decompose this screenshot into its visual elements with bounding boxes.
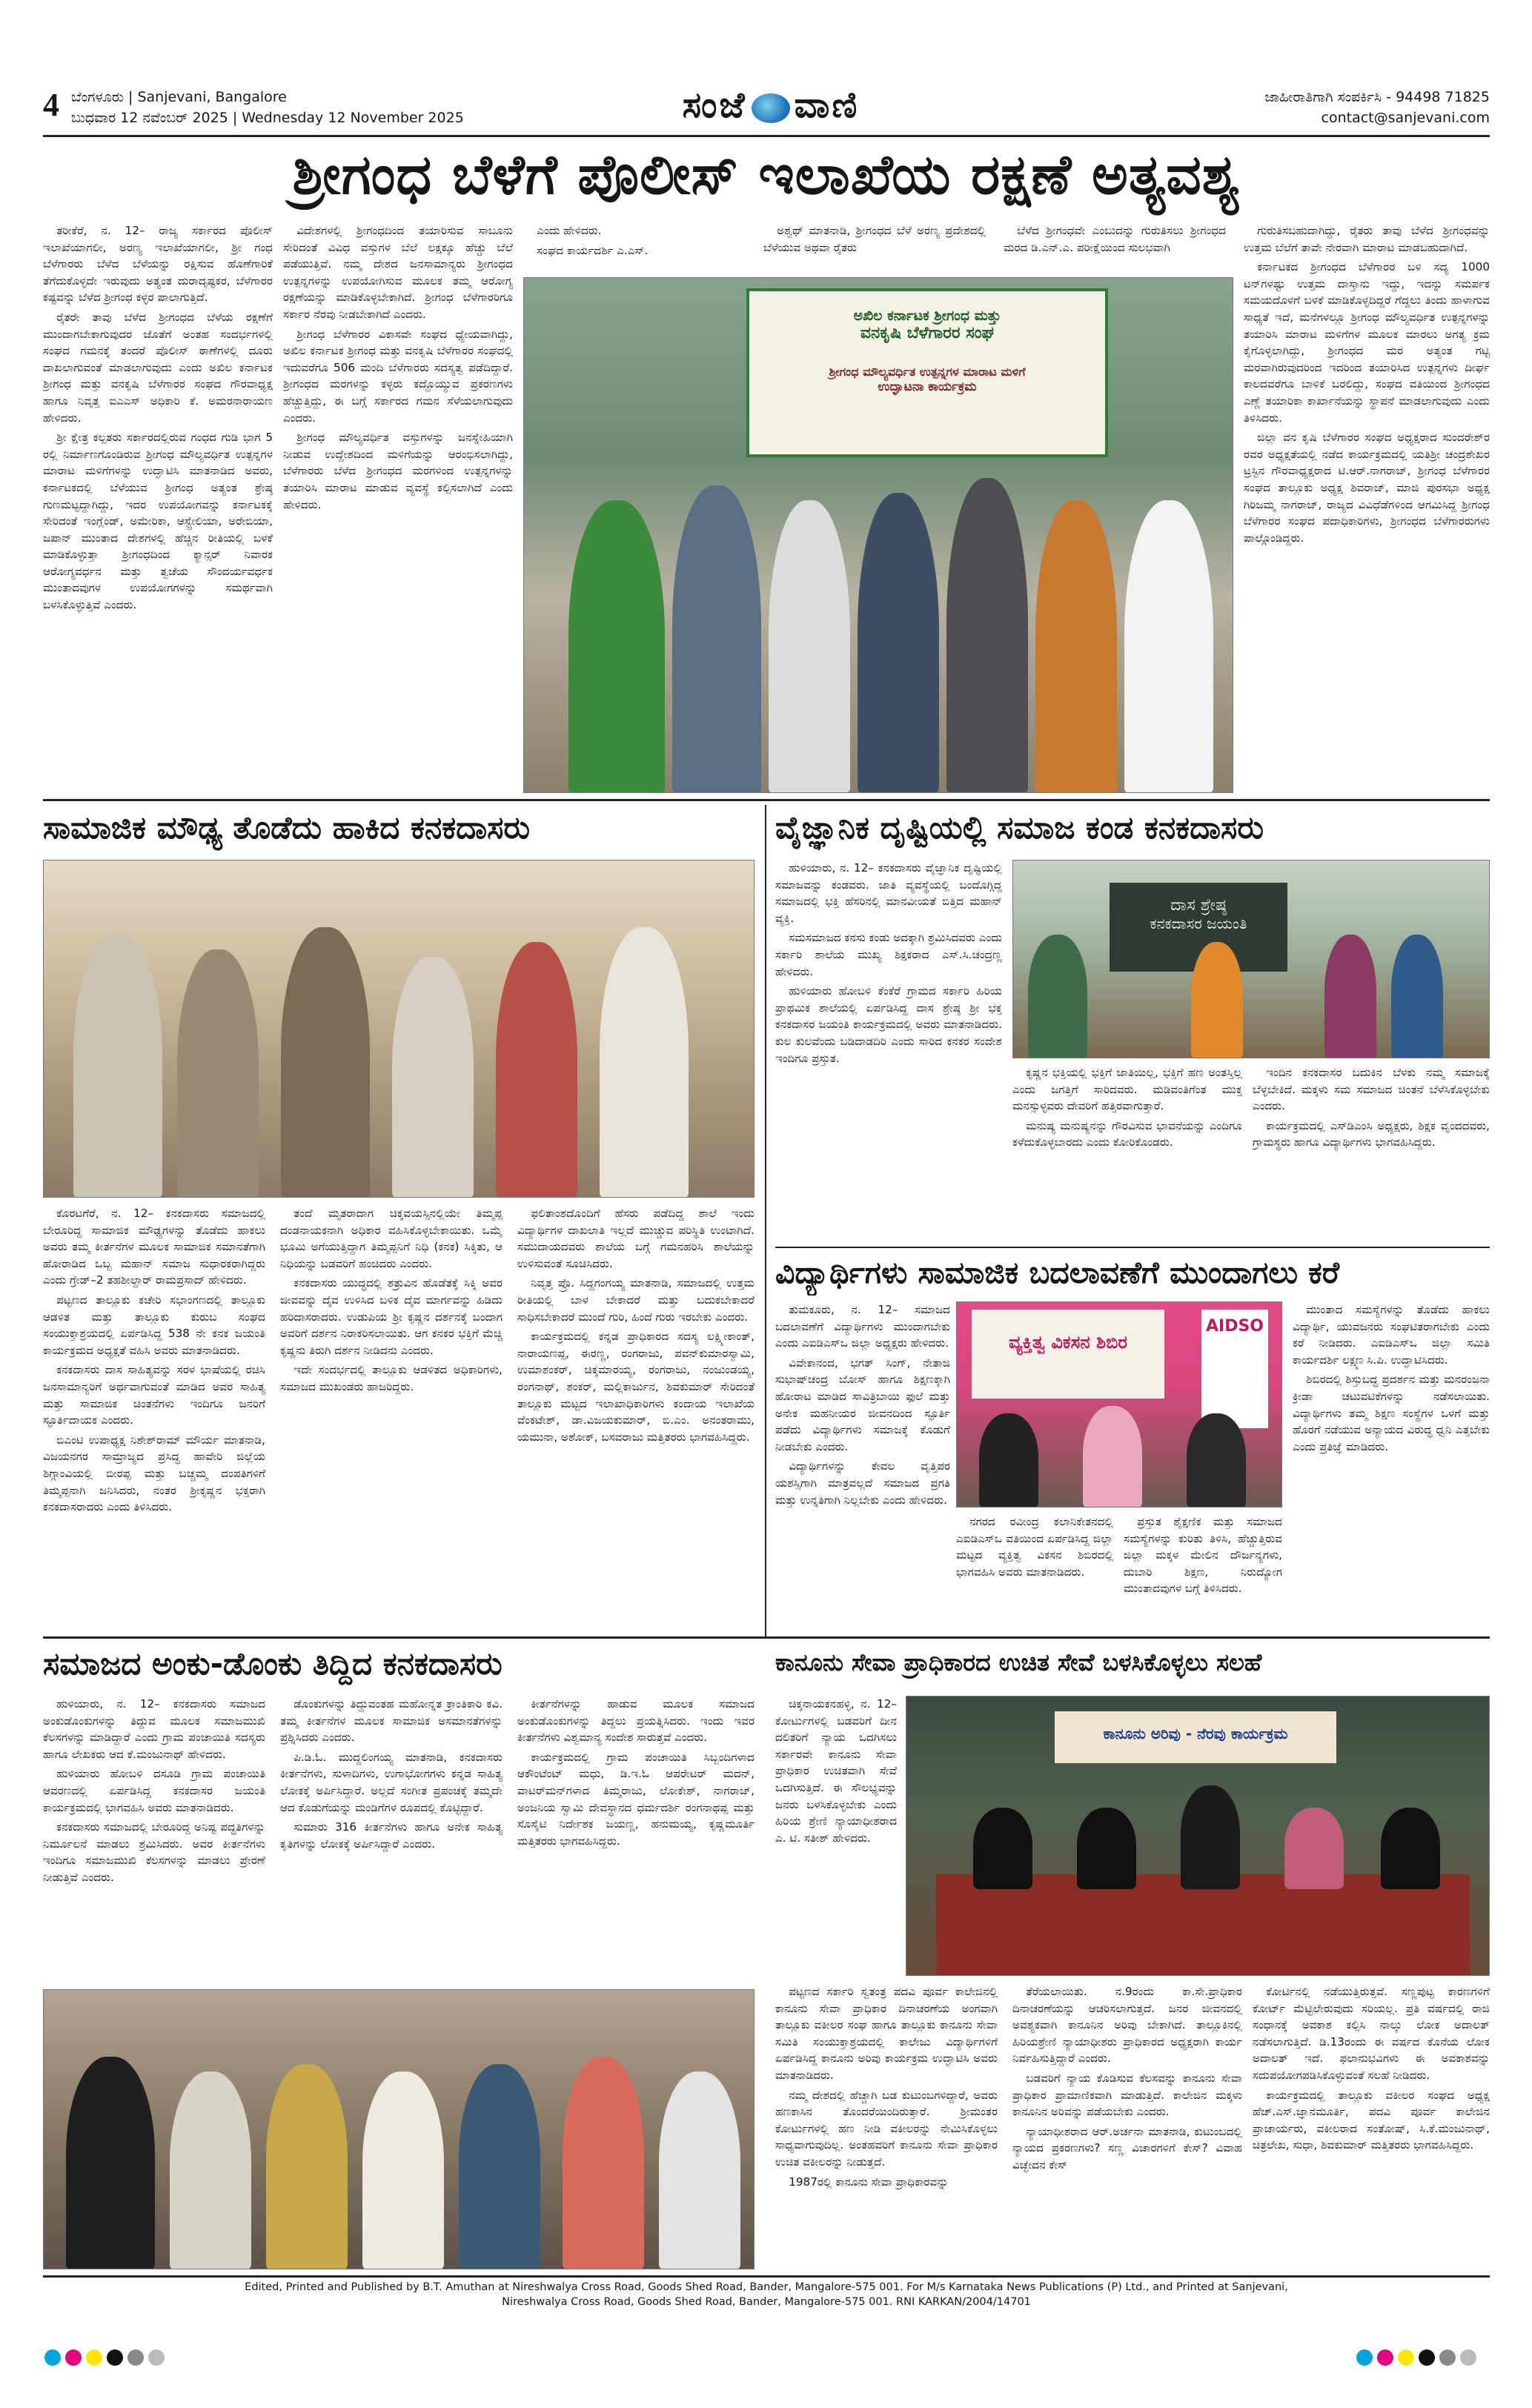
person-figure [1191, 942, 1243, 1058]
kanaka2-column-3 [1253, 1064, 1490, 1242]
light-grey-dot [1460, 2349, 1476, 2366]
person-figure [659, 2072, 740, 2269]
imprint-line-1: Edited, Printed and Published by B.T. Amuthan at Nireshwalya Cross Road, Goods Shed Road, Bander, Mangalore-575 001. For M/s Karnataka News Publications (P) Ltd., and Printed at Sanjevani, [245, 2281, 1288, 2293]
legal-photo [906, 1696, 1490, 1976]
person-figure [170, 2072, 251, 2269]
org-text: AIDSO [1205, 1317, 1264, 1336]
paragraph: ಬೆಳೆದ ಶ್ರೀಗಂಧವೇ ಎಂಬುದನ್ನು ಗುರುತಿಸಲು ಶ್ರೀಗಂಧದ ಮರದ ಡಿ.ಎನ್.ಎ. ಪರೀಕ್ಷೆಯಿಂದ ಸುಲಭವಾಗಿ [1004, 224, 1226, 254]
black-dot [1419, 2349, 1435, 2366]
paragraph: ಚಿಕ್ಕನಾಯಕನಹಳ್ಳಿ, ನ. 12– ಕೋರ್ಟುಗಳಲ್ಲಿ ಬಡವರಿಗೆ ದೀನ ದಲಿತರಿಗೆ ನ್ಯಾಯ ಒದಗಿಸಲು ಸರ್ಕಾರವೇ ಕಾನೂನು ಸೇವಾ ಪ್ರಾಧಿಕಾರ ಉಚಿತವಾಗಿ ಸೇವೆ ಒದಗಿಸುತ್ತಿದೆ. ಈ ಸೌಲಭ್ಯವನ್ನು ಜನರು ಬಳಸಿಕೊಳ್ಳಬೇಕು ಎಂದು ಹಿರಿಯ ಶ್ರೇಣಿ ನ್ಯಾಯಾಧೀಶರಾದ ಎ. ಟಿ. ಸತೀಶ್ ಹೇಳಿದರು. [775, 1697, 897, 1845]
person-figure [1391, 935, 1443, 1058]
person-figure [858, 493, 939, 793]
students-column-4 [1293, 1301, 1490, 1620]
globe-icon [752, 93, 790, 123]
paragraph: ಹುಳಿಯಾರು, ನ. 12– ಕನಕದಾಸರು ಸಮಾಜದ ಅಂಕುಡೊಂಕುಗಳನ್ನು ತಿದ್ದುವ ಮೂಲಕ ಸಮಾಜಮುಖಿ ಕೆಲಸಗಳನ್ನು ಮಾಡಿದ್ದಾರೆ ಎಂದು ಗ್ರಾಮ ಪಂಚಾಯಿತಿ ಸದಸ್ಯರು ಹಾಗೂ ಲೇಖಕರು ಆದ ಕೆ.ಮಂಜುನಾಥ್ ಹೇಳಿದರು. [43, 1697, 265, 1761]
section-rule [43, 1636, 1490, 1639]
contact-email[interactable]: contact@sanjevani.com [1321, 110, 1490, 126]
paragraph: ಹುಳಿಯಾರು ಹೋಬಳಿ ಕೆಂಕೆರೆ ಗ್ರಾಮದ ಸರ್ಕಾರಿ ಹಿರಿಯ ಪ್ರಾಥಮಿಕ ಶಾಲೆಯಲ್ಲಿ ಏರ್ಪಡಿಸಿದ್ದ ದಾಸ ಶ್ರೇಷ್ಠ ಶ್ರೀ ಭಕ್ತ ಕನಕದಾಸರ ಜಯಂತಿ ಕಾರ್ಯಕ್ರಮದಲ್ಲಿ ಅವರು ಮಾತನಾಡಿದರು. ಕುಲ ಕುಲವೆಂದು ಬಡಿದಾಡದಿರಿ ಎಂದು ಸಾರಿದ ಕನಕರ ಸಂದೇಶ ಇಂದಿಗೂ ಪ್ರಸ್ತುತ. [775, 984, 1002, 1065]
banner-text: ವ್ಯಕ್ತಿತ್ವ ವಿಕಸನ ಶಿಬಿರ [1008, 1332, 1128, 1353]
person-figure [568, 500, 665, 793]
person-figure [1035, 500, 1117, 793]
grey-dot [127, 2349, 144, 2366]
date-line [71, 108, 590, 127]
paragraph: ಇಂದಿನ ಕನಕದಾಸರ ಬದುಕಿನ ಬೆಳಕು ನಮ್ಮ ಸಮಾಜಕ್ಕೆ ಬೆಳ್ಳಬೇಕಿದೆ. ಮಕ್ಕಳು ಸಮ ಸಮಾಜದ ಚಿಂತನೆ ಬೆಳೆಸಿಕೊಳ್ಳಬೇಕು ಎಂದರು. [1253, 1066, 1490, 1113]
person-figure [1083, 1406, 1142, 1508]
paragraph: ತಂದೆ ಮೃತರಾದಾಗ ಚಿಕ್ಕವಯಸ್ಸಿನಲ್ಲಿಯೇ ತಿಮ್ಮಪ್ಪ ದಂಡನಾಯಕನಾಗಿ ಅಧಿಕಾರ ವಹಿಸಿಕೊಳ್ಳಬೇಕಾಯಿತು. ಒಮ್ಮೆ ಭೂಮಿ ಅಗೆಯುತ್ತಿದ್ದಾಗ ತಿಮ್ಮಪ್ಪನಿಗೆ ನಿಧಿ (ಕನಕ) ಸಿಕ್ಕಿತು, ಆ ನಿಧಿಯನ್ನು ಬಡವರಿಗೆ ಹಂಚಿದರು ಎಂದರು. [280, 1207, 503, 1270]
kanaka2-column-1 [775, 860, 1002, 1242]
paragraph: ಕೊರಟಗೆರೆ, ನ. 12– ಕನಕದಾಸರು ಸಮಾಜದಲ್ಲಿ ಬೇರೂರಿದ್ದ ಸಾಮಾಜಿಕ ಮೌಢ್ಯಗಳನ್ನು ತೊಡೆದು ಹಾಕಲು ಅವರು ತಮ್ಮ ಕೀರ್ತನೆಗಳ ಮೂಲಕ ಸಾಮಾಜಿಕ ಸಮಾನತೆಗಾಗಿ ಹೋರಾಡಿದ ಒಬ್ಬ ಮಹಾನ್ ಸಮಾಜ ಸುಧಾರಕರಾಗಿದ್ದರು ಎಂದು ಗ್ರೇಡ್–2 ತಹಶೀಲ್ದಾರ್ ರಾಮಪ್ರಸಾದ್ ಹೇಳಿದರು. [43, 1207, 265, 1287]
sandalwood-column-4 [763, 222, 986, 274]
person-figure [1284, 1808, 1344, 1889]
edition-name: | Sanjevani, Bangalore [128, 89, 287, 105]
person-figure [979, 1413, 1038, 1508]
light-grey-dot [148, 2349, 165, 2366]
cyan-dot [44, 2349, 61, 2366]
paragraph: ವಿವೇಕಾನಂದ, ಭಗತ್ ಸಿಂಗ್, ನೇತಾಜಿ ಸುಭಾಷ್‌ಚಂದ್ರ ಬೋಸ್ ಹಾಗೂ ಶಿಕ್ಷಣಕ್ಕಾಗಿ ಹೋರಾಟ ಮಾಡಿದ ಸಾವಿತ್ರಿಬಾಯಿ ಫುಲೆ ಮತ್ತು ಅನೇಕ ಮಹನೀಯರ ಜೀವನದಿಂದ ಸ್ಫೂರ್ತಿ ಪಡೆದು ವಿದ್ಯಾರ್ಥಿಗಳು ಸಮಾಜಕ್ಕೆ ಕೊಡುಗೆ ನೀಡಬೇಕು ಎಂದರು. [775, 1356, 950, 1453]
paragraph: ಮನುಷ್ಯ ಮನುಷ್ಯನನ್ನು ಗೌರವಿಸುವ ಭಾವನೆಯನ್ನು ಎಂದಿಗೂ ಕಳೆದುಕೊಳ್ಳಬಾರದು ಎಂದು ಕೋರಿಕೊಂಡರು. [1012, 1118, 1242, 1150]
students-column-3 [1124, 1513, 1282, 1625]
paragraph: ಶ್ರೀಗಂಧ ಮೌಲ್ಯವರ್ಧಿತ ವಸ್ತುಗಳನ್ನು ಜನಸ್ನೇಹಿಯಾಗಿ ನೀಡುವ ಉದ್ದೇಶದಿಂದ ಮಳಿಗೆಯನ್ನು ಆರಂಭಿಸಲಾಗಿದ್ದು, ಬೆಳೆಗಾರರು ಬೆಳೆದ ಶ್ರೀಗಂಧದ ಮರಗಳಿಂದ ಉತ್ಪನ್ನಗಳನ್ನು ತಯಾರಿಸಿ ಮಾರಾಟ ಮಾಡುವ ವ್ಯವಸ್ಥೆ ಕಲ್ಪಿಸಲಾಗಿದೆ ಎಂದು ಹೇಳಿದರು. [283, 431, 513, 511]
students-column-1 [775, 1301, 950, 1620]
paragraph: ಕನಕದಾಸರು ಯುದ್ಧದಲ್ಲಿ ಶತ್ರುವಿನ ಹೊಡೆತಕ್ಕೆ ಸಿಕ್ಕಿ ಅವರ ಜೀವವನ್ನು ದೈವ ಉಳಿಸಿದ ಬಳಿಕ ದೈವ ಮಾರ್ಗವನ್ನು ಹಿಡಿದು ಹರಿದಾಸರಾದರು. ಉಡುಪಿಯ ಶ್ರೀ ಕೃಷ್ಣನ ದರ್ಶನಕ್ಕೆ ಬಂದಾಗ ಅವರಿಗೆ ದರ್ಶನ ನಿರಾಕರಿಸಲಾಯಿತು. ಆಗ ಕನಕರ ಭಕ್ತಿಗೆ ಮೆಚ್ಚಿ ಕೃಷ್ಣನು ತಿರುಗಿ ದರ್ಶನ ನೀಡಿದನು ಎಂದರು. [280, 1276, 503, 1357]
headline-kanaka-superstition: ಸಾಮಾಜಿಕ ಮೌಢ್ಯ ತೊಡೆದು ಹಾಕಿದ ಕನಕದಾಸರು [43, 809, 530, 846]
board-text-1: ದಾಸ ಶ್ರೇಷ್ಠ [1170, 896, 1227, 915]
magenta-dot [1377, 2349, 1393, 2366]
legal-column-1 [775, 1696, 897, 1976]
paragraph: ಪಿ.ಡಿ.ಓ. ಮುದ್ದಲಿಂಗಯ್ಯ ಮಾತನಾಡಿ, ಕನಕದಾಸರು ಕೀರ್ತನೆಗಳು, ಸುಳಾದಿಗಳು, ಉಗಾಭೋಗಗಳು ಕನ್ನಡ ಸಾಹಿತ್ಯ ಲೋಕಕ್ಕೆ ಅರ್ಪಿಸಿದ್ದಾರೆ. ಅಲ್ಲದೆ ಸಂಗೀತ ಪ್ರಪಂಚಕ್ಕೆ ತಮ್ಮದೇ ಆದ ಕೊಡುಗೆಯನ್ನು ಮಂಡಿಗೆಗಳ ರೂಪದಲ್ಲಿ ಕೊಟ್ಟಿದ್ದಾರೆ. [280, 1750, 503, 1814]
city-name: ಬೆಂಗಳೂರು [71, 89, 124, 105]
person-figure [281, 927, 370, 1198]
person-figure [1028, 935, 1087, 1058]
person-figure [1381, 1808, 1440, 1889]
ad-contact: ಜಾಹೀರಾತಿಗಾಗಿ ಸಂಪರ್ಕಿಸಿ - 94498 71825 [1264, 89, 1490, 105]
paragraph: ಪ್ರಸ್ತುತ ಶೈಕ್ಷಣಿಕ ಮತ್ತು ಸಮಾಜದ ಸಮಸ್ಯೆಗಳನ್ನು ಕುರಿತು ತಿಳಿಸಿ, ಹೆಚ್ಚುತ್ತಿರುವ ಜಿಲ್ಲಾ ಮಕ್ಕಳ ಮೇಲಿನ ದೌರ್ಜನ್ಯಗಳು, ದುಬಾರಿ ಶಿಕ್ಷಣ, ನಿರುದ್ಯೋಗ ಮುಂತಾದವುಗಳ ಬಗ್ಗೆ ತಿಳಿಸಿದರು. [1124, 1515, 1282, 1596]
paragraph: ಬಡವರಿಗೆ ನ್ಯಾಯ ಕೊಡಿಸುವ ಕೆಲಸವನ್ನು ಕಾನೂನು ಸೇವಾ ಪ್ರಾಧಿಕಾರ ಪ್ರಾಮಾಣಿಕವಾಗಿ ಮಾಡುತ್ತಿದೆ. ಕಾಲೇಜಿನ ಮಕ್ಕಳು ಕಾನೂನಿನ ಅರಿವನ್ನು ಪಡೆಯಬೇಕು ಎಂದರು. [1012, 2071, 1242, 2119]
org-banner [1201, 1310, 1268, 1428]
paragraph: ಕೀರ್ತನೆಗಳನ್ನು ಹಾಡುವ ಮೂಲಕ ಸಮಾಜದ ಅಂಕುಡೊಂಕುಗಳನ್ನು ತಿದ್ದಲು ಪ್ರಯತ್ನಿಸಿದರು. ಇಂದು ಇವರ ಕೀರ್ತನೆಗಳು ವಿಶ್ವಮಾನ್ಯ ಸಂದೇಶ ಸಾರುತ್ತವೆ ಎಂದರು. [517, 1697, 755, 1745]
person-figure [266, 2064, 348, 2269]
paragraph: ಫಲಿತಾಂಶದೊಂದಿಗೆ ಹೆಸರು ಪಡೆದಿದ್ದ ಶಾಲೆ ಇಂದು ವಿದ್ಯಾರ್ಥಿಗಳ ದಾಖಲಾತಿ ಇಲ್ಲದೆ ಮುಚ್ಚುವ ಪರಿಸ್ಥಿತಿ ಉಂಟಾಗಿದೆ. ಸಮುದಾಯದವರು ಶಾಲೆಯ ಬಗ್ಗೆ ಗಮನಹರಿಸಿ ಶಾಲೆಯನ್ನು ಉಳಿಸುವಂತೆ ಸೂಚಿಸಿದರು. [517, 1207, 755, 1270]
person-figure [459, 2064, 540, 2269]
paragraph: ಪಟ್ಟಣದ ಸರ್ಕಾರಿ ಸ್ವತಂತ್ರ ಪದವಿ ಪೂರ್ವ ಕಾಲೇಜಿನಲ್ಲಿ ಕಾನೂನು ಸೇವಾ ಪ್ರಾಧಿಕಾರ ದಿನಾಚರಣೆಯ ಅಂಗವಾಗಿ ತಾಲ್ಲೂಕು ವಕೀಲರ ಸಂಘ ಹಾಗೂ ತಾಲ್ಲೂಕು ಕಾನೂನು ಸೇವಾ ಸಮಿತಿ ಸಂಯುಕ್ತಾಶ್ರಯದಲ್ಲಿ ಕಾಲೇಜು ವಿದ್ಯಾರ್ಥಿಗಳಿಗೆ ಏರ್ಪಡಿಸಿದ್ದ ಕಾನೂನು ಅರಿವು ಕಾರ್ಯಕ್ರಮ ಉದ್ಘಾಟಿಸಿ ಅವರು ಮಾತನಾಡಿದರು. [775, 1985, 998, 2082]
sandalwood-column-5 [1004, 222, 1226, 274]
paragraph: ಎಂದು ಹೇಳಿದರು. [537, 224, 602, 237]
paragraph: ಕಾರ್ಯಕ್ರಮದಲ್ಲಿ ಗ್ರಾಮ ಪಂಚಾಯಿತಿ ಸಿಬ್ಬಂದಿಗಳಾದ ಆಕೌಂಟೆಂಟ್ ಮಧು, ಡಿ.ಇ.ಓ ಆಪರೇಟರ್ ಮದನ್, ವಾಟರ್‌ಮನ್‌ಗಳಾದ ತಿಮ್ಮರಾಜು, ಲೋಕೇಶ್, ನಾಗರಾಜ್, ಅಂಜನಿಯ ಸ್ವಾಮಿ ದೇವಸ್ಥಾನದ ಧರ್ಮದರ್ಶಿ ರಂಗನಾಥಪ್ಪ ಮತ್ತು ಸೊಸೈಟಿ ನಿರ್ದೇಶಕ ಜಯಣ್ಣ, ಹನುಮಯ್ಯ, ಕೃಷ್ಣಮೂರ್ತಿ ಮತ್ತಿತರರು ಭಾಗವಹಿಸಿದ್ದರು. [517, 1750, 755, 1848]
paragraph: ಶ್ರೀಗಂಧ ಬೆಳೆಗಾರರ ವಿಕಾಸವೇ ಸಂಘದ ಧ್ಯೇಯವಾಗಿದ್ದು, ಅಖಿಲ ಕರ್ನಾಟಕ ಶ್ರೀಗಂಧ ಮತ್ತು ವನಕೃಷಿ ಬೆಳೆಗಾರರ ಸಂಘದಲ್ಲಿ ಇದುವರೆಗೂ 506 ಮಂದಿ ಬೆಳೆಗಾರರು ಸದಸ್ಯತ್ವ ಪಡೆದಿದ್ದಾರೆ. ಶ್ರೀಗಂಧದ ಮರಗಳನ್ನು ಕಳ್ಳರು ಕದ್ದೊಯ್ಯುವ ಪ್ರಕರಣಗಳು ಹೆಚ್ಚುತ್ತಿದ್ದು, ಈ ಬಗ್ಗೆ ಸರ್ಕಾರದ ಗಮನ ಸೆಳೆಯಲಾಗುವುದು ಎಂದರು. [283, 327, 513, 425]
students-photo [956, 1301, 1282, 1508]
kanaka1-column-1 [43, 1205, 265, 1633]
person-figure [177, 949, 259, 1198]
banner-text: ಕಾನೂನು ಅರಿವು - ನೆರವು ಕಾರ್ಯಕ್ರಮ [1103, 1725, 1288, 1742]
logo-left-text: ಸಂಜೆ [682, 84, 747, 126]
kanaka1-column-3 [517, 1205, 755, 1633]
paragraph: ವಿದೇಶಗಳಲ್ಲಿ ಶ್ರೀಗಂಧದಿಂದ ತಯಾರಿಸುವ ಸಾಬೂನು ಸೇರಿದಂತೆ ವಿವಿಧ ವಸ್ತುಗಳ ಬೆಲೆ ಲಕ್ಷಕ್ಕೂ ಹೆಚ್ಚು ಬೆಲೆ ಪಡೆಯುತ್ತಿವೆ. ನಮ್ಮ ದೇಶದ ಜನಸಾಮಾನ್ಯರು ಶ್ರೀಗಂಧದ ಉತ್ಪನ್ನಗಳನ್ನು ಉಪಯೋಗಿಸುವ ಮೂಲಕ ತಮ್ಮ ಆರೋಗ್ಯ ರಕ್ಷಣೆಯನ್ನು ಮಾಡಿಕೊಳ್ಳಬೇಕಾಗಿದೆ. ಶ್ರೀಗಂಧ ಬೆಳೆಗಾರರಿಗೂ ಸರ್ಕಾರ ನೆರವು ನೀಡಬೇಕಾಗಿದೆ ಎಂದರು. [283, 224, 513, 321]
person-figure [973, 1808, 1032, 1889]
sandalwood-event-photo [523, 277, 1233, 793]
paragraph: ಕನಕದಾಸರು ಸಮಾಜದಲ್ಲಿ ಬೇರೂರಿದ್ದ ಅನಿಷ್ಟ ಪದ್ಧತಿಗಳನ್ನು ನಿರ್ಮೂಲನೆ ಮಾಡಲು ಶ್ರಮಿಸಿದರು. ಅವರ ಕೀರ್ತನೆಗಳು ಇಂದಿಗೂ ಸಮಾಜಮುಖಿ ಕೆಲಸಗಳನ್ನು ಮಾಡಲು ಪ್ರೇರಣೆ ನೀಡುತ್ತಿವೆ ಎಂದರು. [43, 1820, 265, 1884]
dais-table [936, 1874, 1470, 1976]
legal-column-3 [1012, 1983, 1242, 2269]
board-text-2: ಕನಕದಾಸರ ಜಯಂತಿ [1150, 915, 1247, 932]
paragraph: ಪಟ್ಟಣದ ತಾಲ್ಲೂಕು ಕಚೇರಿ ಸಭಾಂಗಣದಲ್ಲಿ ತಾಲ್ಲೂಕು ಆಡಳಿತ ಮತ್ತು ತಾಲ್ಲೂಕು ಕುರುಬ ಸಂಘದ ಸಂಯುಕ್ತಾಶ್ರಯದಲ್ಲಿ ಏರ್ಪಡಿಸಿದ್ದ 538 ನೇ ಕನಕ ಜಯಂತಿ ಕಾರ್ಯಕ್ರಮದ ಅಧ್ಯಕ್ಷತೆ ವಹಿಸಿ ಅವರು ಮಾತನಾಡಿದರು. [43, 1293, 265, 1357]
imprint-line-2: Nireshwalya Cross Road, Goods Shed Road, Bander, Mangalore-575 001. RNI KARKAN/2004/14701 [502, 2296, 1031, 2308]
kanaka1-column-2 [280, 1205, 503, 1633]
date-kannada: ಬುಧವಾರ 12 ನವೆಂಬರ್ 2025 [71, 110, 228, 126]
paragraph: ತೆರೆಯಲಾಯಿತು. ನ.9ರಂದು ಕಾ.ಸೇ.ಪ್ರಾಧಿಕಾರ ದಿನಾಚರಣೆಯನ್ನು ಆಚರಿಸಲಾಗುತ್ತದೆ. ಜನರ ಜೀವನದಲ್ಲಿ ಅವಶ್ಯಕವಾಗಿ ಕಾನೂನಿನ ಅರಿವು ಬೇಕಾಗಿದೆ. ತಾಲ್ಲೂಕಿನಲ್ಲಿ ಹಿರಿಯಶ್ರೇಣಿ ನ್ಯಾಯಾಧೀಶರು ಪ್ರಾಧಿಕಾರದ ಅಧ್ಯಕ್ಷರಾಗಿ ಕಾರ್ಯ ನಿರ್ವಹಿಸುತ್ತಿದ್ದಾರೆ ಎಂದರು. [1012, 1985, 1242, 2066]
paragraph: ಹುಳಿಯಾರು ಹೋಬಳಿ ದಸೂಡಿ ಗ್ರಾಮ ಪಂಚಾಯಿತಿ ಆವರಣದಲ್ಲಿ ಏರ್ಪಡಿಸಿದ್ದ ಕನಕದಾಸರ ಜಯಂತಿ ಕಾರ್ಯಕ್ರಮದಲ್ಲಿ ಭಾಗವಹಿಸಿ ಅವರು ಮಾತನಾಡಿದರು. [43, 1767, 265, 1814]
banner-text-3: ಶ್ರೀಗಂಧ ಮೌಲ್ಯವರ್ಧಿತ ಉತ್ಪನ್ನಗಳ ಮಾರಾಟ ಮಳಿಗೆ [829, 365, 1026, 379]
person-figure [672, 485, 761, 793]
headline-students: ವಿದ್ಯಾರ್ಥಿಗಳು ಸಾಮಾಜಿಕ ಬದಲಾವಣೆಗೆ ಮುಂದಾಗಲು ಕರೆ [775, 1255, 1340, 1290]
section-rule [43, 799, 1490, 801]
paragraph: ಮುಂತಾದ ಸಮಸ್ಯೆಗಳನ್ನು ತೊಡೆದು ಹಾಕಲು ವಿದ್ಯಾರ್ಥಿ, ಯುವಜನರು ಸಂಘಟಿತರಾಗಬೇಕು ಎಂದು ಕರೆ ನೀಡಿದರು. ಎಐಡಿಎಸ್‌ಒ ಜಿಲ್ಲಾ ಸಮಿತಿ ಕಾರ್ಯದರ್ಶಿ ಲಕ್ಷ್ಮಣ ಸಿ.ಪಿ. ಉದ್ಘಾಟಿಸಿದರು. [1293, 1303, 1490, 1367]
kanaka3-column-2 [280, 1696, 503, 1980]
person-figure [392, 957, 474, 1198]
paragraph: ಗುರುತಿಸಬಹುದಾಗಿದ್ದು, ರೈತರು ತಾವು ಬೆಳೆದ ಶ್ರೀಗಂಧವನ್ನು ಉತ್ತಮ ಬೆಲೆಗೆ ತಾವೇ ನೇರವಾಗಿ ಮಾರಾಟ ಮಾಡಬಹುದಾಗಿದೆ. [1244, 224, 1490, 254]
section-rule [775, 1247, 1490, 1248]
paragraph: ತುಮಕೂರು, ನ. 12– ಸಮಾಜದ ಬದಲಾವಣೆಗೆ ವಿದ್ಯಾರ್ಥಿಗಳು ಮುಂದಾಗಬೇಕು ಎಂದು ಎಐಡಿಎಸ್‌ಒ ಜಿಲ್ಲಾ ಅಧ್ಯಕ್ಷರು ಹೇಳಿದರು. [775, 1303, 950, 1350]
color-registration-marks-left [44, 2349, 208, 2369]
person-figure [1181, 1785, 1240, 1889]
paragraph: ರೈತರೇ ತಾವು ಬೆಳೆದ ಶ್ರೀಗಂಧದ ಬೆಳೆಯ ರಕ್ಷಣೆಗೆ ಮುಂದಾಗಬೇಕಾಗುವುದರ ಜೊತೆಗೆ ಅಂತಹ ಸಂದರ್ಭಗಳಲ್ಲಿ ಸಂಘದ ಗಮನಕ್ಕೆ ತಂದರೆ ಪೊಲೀಸ್ ಠಾಣೆಗಳಲ್ಲಿ ದೂರು ದಾಖಲಾಗುವಂತೆ ಮಾಡಲಾಗುವುದು ಎಂದು ಅಖಿಲ ಕರ್ನಾಟಕ ಶ್ರೀಗಂಧ ಮತ್ತು ವನಕೃಷಿ ಬೆಳೆಗಾರರ ಸಂಘದ ಗೌರವಾಧ್ಯಕ್ಷ ಹಾಗೂ ನಿವೃತ್ತ ಐಎಎಸ್ ಅಧಿಕಾರಿ ಕೆ. ಅಮರನಾರಾಯಣ ಹೇಳಿದರು. [43, 310, 273, 425]
paragraph: ಕಾರ್ಯಕ್ರಮದಲ್ಲಿ ತಾಲ್ಲೂಕು ವಕೀಲರ ಸಂಘದ ಅಧ್ಯಕ್ಷ ಹೆಚ್.ಎಸ್.ಜ್ಞಾನಮೂರ್ತಿ, ಪದವಿ ಪೂರ್ವ ಕಾಲೇಜಿನ ಪ್ರಾಚಾರ್ಯರು, ವಕೀಲರಾದ ಸಂತೋಷ್, ಸಿ.ಕೆ.ಮಂಜುನಾಥ್, ಚಿತ್ರಲೇಖ, ಸುಧಾ, ಶಿವಕುಮಾರ್ ಮತ್ತಿತರರು ಭಾಗವಹಿಸಿದ್ದರು. [1253, 2088, 1490, 2152]
headline-kanaka-reform: ಸಮಾಜದ ಅಂಕು-ಡೊಂಕು ತಿದ್ದಿದ ಕನಕದಾಸರು [43, 1645, 503, 1682]
person-figure [1124, 500, 1213, 793]
paragraph: ಇದೇ ಸಂದರ್ಭದಲ್ಲಿ ತಾಲ್ಲೂಕು ಆಡಳಿತದ ಅಧಿಕಾರಿಗಳು, ಸಮಾಜದ ಮುಖಂಡರು ಹಾಜರಿದ್ದರು. [280, 1363, 503, 1393]
grey-dot [1439, 2349, 1456, 2366]
paragraph: ಕಾರ್ಯಕ್ರಮದಲ್ಲಿ ಎಸ್‌ಡಿಎಂಸಿ ಅಧ್ಯಕ್ಷರು, ಶಿಕ್ಷಕ ವೃಂದದವರು, ಗ್ರಾಮಸ್ಥರು ಹಾಗೂ ವಿದ್ಯಾರ್ಥಿಗಳು ಭಾಗವಹಿಸಿದ್ದರು. [1253, 1118, 1490, 1150]
kanaka3-photo [43, 1989, 755, 2269]
cyan-dot [1356, 2349, 1373, 2366]
workshop-banner [972, 1310, 1164, 1399]
person-figure [769, 500, 850, 793]
kanaka3-column-1 [43, 1696, 265, 1980]
paragraph: ಬಿಎಂಟಿ ಉಪಾಧ್ಯಕ್ಷ ನಿಶೇಶ್‌ರಾಮ್ ಮೌರ್ಯ ಮಾತನಾಡಿ, ವಿಜಯನಗರ ಸಾಮ್ರಾಜ್ಯದ ಪ್ರಸಿದ್ಧ ಹಾವೇರಿ ಜಿಲ್ಲೆಯ ಶಿಗ್ಗಾಂವಿಯಲ್ಲಿ ಬೀರಪ್ಪ ಮತ್ತು ಬಚ್ಚಮ್ಮ ದಂಪತಿಗಳಿಗೆ ತಿಮ್ಮಪ್ಪನಾಗಿ ಜನಿಸಿದರು, ನಂತರ ಶ್ರೀಕೃಷ್ಣನ ಭಕ್ತರಾಗಿ ಕನಕದಾಸರಾದರು ಎಂದು ತಿಳಿಸಿದರು. [43, 1433, 265, 1514]
paragraph: ಅಶ್ವಥ್ ಮಾತನಾಡಿ, ಶ್ರೀಗಂಧದ ಬೆಳೆ ಅರಣ್ಯ ಪ್ರದೇಶದಲ್ಲಿ ಬೆಳೆಯುವ ಅಥವಾ ರೈತರು [763, 224, 986, 254]
legal-column-4 [1253, 1983, 1490, 2269]
paragraph: ವಿದ್ಯಾರ್ಥಿಗಳನ್ನು ಕೇವಲ ವೃತ್ತಿಪರ ಯಶಸ್ಸಿಗಾಗಿ ಮಾತ್ರವಲ್ಲದೆ ಸಮಾಜದ ಪ್ರಗತಿ ಮತ್ತು ಉನ್ನತಿಗಾಗಿ ನಿಲ್ಲಬೇಕು ಎಂದು ಹೇಳಿದರು. [775, 1459, 950, 1507]
paragraph: ಜಿಲ್ಲಾ ವನ ಕೃಷಿ ಬೆಳೆಗಾರರ ಸಂಘದ ಅಧ್ಯಕ್ಷರಾದ ಸುಂದರೇಶ್‌ರ ರವರ ಅಧ್ಯಕ್ಷತೆಯಲ್ಲಿ ನಡೆದ ಕಾರ್ಯಕ್ರಮದಲ್ಲಿ ಯತಿಶ್ರೀ ಚಂದ್ರಶೇಖರ ಟ್ರಸ್ಟಿನ ಗೌರವಾಧ್ಯಕ್ಷರಾದ ಟಿ.ಆರ್.ನಾಗರಾಜ್, ಶ್ರೀಗಂಧ ಬೆಳೆಗಾರರ ಸಂಘದ ತಾಲ್ಲೂಕು ಅಧ್ಯಕ್ಷ ಶಿವರಾಜ್, ಮಾಜಿ ಪುರಸಭಾ ಅಧ್ಯಕ್ಷ ಗಿರಿಜಮ್ಮ ನಾಗರಾಜ್, ರಾಜ್ಯದ ವಿವಿಧೆಡೆಗಳಿಂದ ಆಗಮಿಸಿದ್ದ ಶ್ರೀಗಂಧ ಬೆಳೆಗಾರರ ಸಂಘದ ಪದಾಧಿಕಾರಿಗಳು, ಶ್ರೀಗಂಧದ ಬೆಳೆಗಾರರುಗಳು ಪಾಲ್ಗೊಂಡಿದ್ದರು. [1244, 431, 1490, 545]
headline-sandalwood: ಶ್ರೀಗಂಧ ಬೆಳೆಗೆ ಪೊಲೀಸ್ ಇಲಾಖೆಯ ರಕ್ಷಣೆ ಅತ್ಯವಶ್ಯ [292, 143, 1241, 207]
paragraph: ನಿವೃತ್ತ ಪ್ರೊ. ಸಿದ್ದಗಂಗಯ್ಯ ಮಾತನಾಡಿ, ಸಮಾಜದಲ್ಲಿ ಉತ್ತಮ ರೀತಿಯಲ್ಲಿ ಬಾಳ ಬೇಕಾದರೆ ಮತ್ತು ಬದುಕಬೇಕಾದರೆ ಸಾಧಿಸಬೇಕಾದರೆ ಮುಂದೆ ಗುರಿ, ಹಿಂದೆ ಗುರು ಇರಬೇಕು ಎಂದರು. [517, 1276, 755, 1324]
newspaper-logo [563, 77, 978, 136]
paragraph: ಶಿಬಿರದಲ್ಲಿ ಶಿಸ್ತುಬದ್ಧ ಪ್ರದರ್ಶನ ಮತ್ತು ಮನರಂಜನಾ ಕ್ರೀಡಾ ಚಟುವಟಿಕೆಗಳನ್ನು ನಡೆಸಲಾಯಿತು. ವಿದ್ಯಾರ್ಥಿಗಳು ತಮ್ಮ ಶಿಕ್ಷಣ ಸಂಸ್ಥೆಗಳ ಒಳಗೆ ಮತ್ತು ಹೊರಗೆ ನಡೆಯುವ ಅನ್ಯಾಯದ ವಿರುದ್ಧ ಧ್ವನಿ ಎತ್ತಬೇಕು ಎಂದು ಪ್ರತಿಜ್ಞೆ ಮಾಡಿದರು. [1293, 1373, 1490, 1453]
headline-legal-services: ಕಾನೂನು ಸೇವಾ ಪ್ರಾಧಿಕಾರದ ಉಚಿತ ಸೇವೆ ಬಳಸಿಕೊಳ್ಳಲು ಸಲಹೆ [775, 1648, 1262, 1676]
kanaka2-photo [1012, 860, 1490, 1058]
yellow-dot [1398, 2349, 1414, 2366]
paragraph: ನ್ಯಾಯಾಧೀಶರಾದ ಆರ್.ಅರ್ಚನಾ ಮಾತನಾಡಿ, ಕುಟುಂಬದಲ್ಲಿ ನ್ಯಾಯದ ಪ್ರಕರಣಗಳು? ಸಣ್ಣ ವಿಚಾರಗಳಿಗೆ ಕೇಸ್? ವಿವಾಹ ವಿಚ್ಛೇದನ ಕೇಸ್ [1012, 2124, 1242, 2172]
paragraph: ಸಂಘದ ಕಾರ್ಯದರ್ಶಿ ಎ.ಎಸ್. [537, 243, 649, 257]
magenta-dot [65, 2349, 82, 2366]
black-dot [107, 2349, 123, 2366]
event-banner [746, 288, 1108, 457]
event-banner [1055, 1711, 1336, 1763]
date-english: | Wednesday 12 November 2025 [232, 110, 464, 126]
person-figure [73, 935, 162, 1198]
sandalwood-column-3 [523, 222, 746, 274]
paragraph: ಹುಳಿಯಾರು, ನ. 12– ಕನಕದಾಸರು ವೈಜ್ಞಾನಿಕ ದೃಷ್ಟಿಯಲ್ಲಿ ಸಮಾಜವನ್ನು ಕಂಡವರು. ಜಾತಿ ವ್ಯವಸ್ಥೆಯಲ್ಲಿ ಬಂದೊಗ್ಗಿದ್ದ ಸಮಾಜದಲ್ಲಿ ಭಕ್ತಿ ಹೆಸರಿನಲ್ಲಿ ಮಾನವೀಯತೆ ಬಿತ್ತಿದ ಮಹಾನ್ ವ್ಯಕ್ತಿ. [775, 861, 1002, 925]
legal-column-2 [775, 1983, 998, 2269]
column-rule-vertical [765, 805, 766, 1636]
sandalwood-column-1 [43, 222, 273, 793]
banner-text-1: ಅಖಿಲ ಕರ್ನಾಟಕ ಶ್ರೀಗಂಧ ಮತ್ತು [853, 308, 1001, 324]
kanaka1-photo [43, 860, 755, 1198]
paragraph: ಕೃಷ್ಣನ ಭಕ್ತಿಯಲ್ಲಿ ಭಕ್ತಿಗೆ ಜಾತಿಯಿಲ್ಲ, ಭಕ್ತಿಗೆ ಹಣ ಅಂತಸ್ತಿಲ್ಲ ಎಂದು ಜಗತ್ತಿಗೆ ಸಾರಿದವರು. ಮಡಿವಂತಿಗೆಂತ ಮುಕ್ತ ಮನಸ್ಸುಳ್ಳವರು ದೇವರಿಗೆ ಹತ್ತಿರವಾಗುತ್ತಾರೆ. [1012, 1066, 1242, 1113]
paragraph: 1987ರಲ್ಲಿ ಕಾನೂನು ಸೇವಾ ಪ್ರಾಧಿಕಾರವನ್ನು [789, 2175, 949, 2189]
person-figure [362, 2072, 444, 2269]
yellow-dot [86, 2349, 102, 2366]
person-figure [66, 2057, 155, 2269]
paragraph: ಕೋರ್ಟಿನಲ್ಲಿ ನಡೆಯುತ್ತಿರುತ್ತವೆ. ಸಣ್ಣಪುಟ್ಟ ಕಾರಣಗಳಿಗೆ ಕೋರ್ಟ್ ಮೆಟ್ಟಿಲೇರುವುದು ಸರಿಯಲ್ಲ. ಪ್ರತಿ ವರ್ಷದಲ್ಲಿ ರಾಜಿ ಸಂಧಾನಕ್ಕೆ ಅವಕಾಶ ಕಲ್ಪಿಸಿ ನಾಲ್ಕು ಲೋಕ ಅದಾಲತ್ ನಡೆಸಲಾಗುತ್ತಿದೆ. ಡಿ.13ರಂದು ಈ ವರ್ಷದ ಕೊನೆಯ ಲೋಕ ಅದಾಲತ್ ಇದೆ. ಫಲಾನುಭವಿಗಳು ಈ ಅವಕಾಶವನ್ನು ಸದುಪಯೋಗಪಡಿಸಿಕೊಳ್ಳುವಂತೆ ಸಲಹೆ ನೀಡಿದರು. [1253, 1985, 1490, 2082]
banner-text-2: ವನಕೃಷಿ ಬೆಳೆಗಾರರ ಸಂಘ [860, 324, 995, 342]
sandalwood-column-2 [283, 222, 513, 793]
paragraph: ಸಮಸಮಾಜದ ಕನಸು ಕಂಡು ಅದಕ್ಕಾಗಿ ಶ್ರಮಿಸಿದವರು ಎಂದು ಸರ್ಕಾರಿ ಶಾಲೆಯ ಮುಖ್ಯ ಶಿಕ್ಷಕರಾದ ಎಸ್.ಸಿ.ಚಂದ್ರಣ್ಣ ಹೇಳಿದರು. [775, 931, 1002, 978]
headline-kanaka-scientific: ವೈಜ್ಞಾನಿಕ ದೃಷ್ಟಿಯಲ್ಲಿ ಸಮಾಜ ಕಂಡ ಕನಕದಾಸರು [775, 809, 1264, 846]
footer-rule [43, 2275, 1490, 2278]
paragraph: ತರೀಕೆರೆ, ನ. 12– ರಾಜ್ಯ ಸರ್ಕಾರದ ಪೊಲೀಸ್ ಇಲಾಖೆಯಾಗಲೀ, ಅರಣ್ಯ ಇಲಾಖೆಯಾಗಲೀ, ಶ್ರೀ ಗಂಧ ಬೆಳೆಗಾರರು ಬೆಳೆದ ಬೆಳೆಯನ್ನು ರಕ್ಷಿಸುವ ಹೊಣೆಗಾರಿಕೆ ತೆಗೆದುಕೊಳ್ಳದೇ ಇರುವುದು ಅತ್ಯಂತ ದುರಾದೃಷ್ಟಕರ, ಬೆಳೆಗಾರರ ಕಷ್ಟವನ್ನು ಬೆಳೆದ ಶ್ರೀಗಂಧ ಕಳ್ಳರ ಪಾಲಾಗುತ್ತಿದೆ. [43, 224, 273, 305]
students-column-2 [956, 1513, 1113, 1625]
paragraph: ಕರ್ನಾಟಕದ ಶ್ರೀಗಂಧದ ಬೆಳೆಗಾರರ ಬಳಿ ಸದ್ಯ 1000 ಟನ್‌ಗಳಷ್ಟು ಉತ್ತಮ ದಾಸ್ತಾನು ಇದ್ದು, ಇದನ್ನು ಸಮರ್ಪಕ ಸಮಯದೊಳಗೆ ಬಳಕೆ ಮಾಡಿಕೊಳ್ಳದಿದ್ದರೆ ಗೆದ್ದಲು ತಿಂದು ಹಾಳಾಗುವ ಸಾಧ್ಯತೆ ಇದೆ, ಮನೆಗಳಲ್ಲೂ ಶ್ರೀಗಂಧ ಮೌಲ್ಯವರ್ಧಿತ ಉತ್ಪನ್ನಗಳನ್ನು ತಯಾರಿಸಿ ಮಾರಾಟ ಮಳಿಗೆಗಳ ಮೂಲಕ ಮಾರಲು ಅಗತ್ಯ ಕ್ರಮ ಕೈಗೊಳ್ಳಲಾಗಿದ್ದು, ಶ್ರೀಗಂಧದ ಮರ ಅತ್ಯಂತ ಗಟ್ಟಿ ಮರವಾಗಿರುವುದರಿಂದ ಇದರಿಂದ ತಯಾರಿಸಿದ ಉತ್ಪನ್ನಗಳು ದೀರ್ಘ ಕಾಲದವರೆಗೂ ಬಾಳಿಕೆ ಬರಲಿದ್ದು, ಸಂಘದ ವತಿಯಿಂದ ಶ್ರೀಗಂಧದ ಎಣ್ಣೆ ತಯಾರಿಕಾ ಕಾರ್ಖಾನೆಯನ್ನು ಸ್ಥಾಪನೆ ಮಾಡಲಾಗುವುದು ಎಂದು ತಿಳಿಸಿದರು. [1244, 260, 1490, 425]
person-figure [600, 927, 689, 1198]
paragraph: ಶ್ರೀ ಕ್ಷೇತ್ರ ಕಲ್ಪತರು ಸರ್ಕಾರದಲ್ಲಿರುವ ಗಂಧದ ಗುಡಿ ಭಾಗ 5 ರಲ್ಲಿ ನಿರ್ಮಾಣಗೊಂಡಿರುವ ಶ್ರೀಗಂಧ ಮೌಲ್ಯವರ್ಧಿತ ಉತ್ಪನ್ನಗಳ ಮಾರಾಟ ಮಳಿಗೆಗಳನ್ನು ಉದ್ಘಾಟಿಸಿ ಮಾತನಾಡಿದ ಅವರು, ಕರ್ನಾಟಕದಲ್ಲಿ ಬೆಳೆಯುವ ಶ್ರೀಗಂಧ ಅತ್ಯಂತ ಶ್ರೇಷ್ಠ ಗುಣಮಟ್ಟದ್ದಾಗಿದ್ದು, ಇದರ ಉಪಯೋಗವನ್ನು ಕರ್ನಾಟಕಕ್ಕೆ ಸೇರಿದಂತೆ ಇಂಗ್ಲೆಂಡ್, ಅಮೇರಿಕಾ, ಆಸ್ಟ್ರೇಲಿಯಾ, ಅರೇಬಿಯಾ, ಜಪಾನ್ ಮುಂತಾದ ದೇಶಗಳಲ್ಲಿ ಹೆಚ್ಚಿನ ರೀತಿಯಲ್ಲಿ ಬಳಕೆ ಮಾಡಿಕೊಳ್ಳುತ್ತಾ ಶ್ರೀಗಂಧದಿಂದ ಕ್ಯಾನ್ಸರ್ ನಿವಾರಕ ಆರೋಗ್ಯವರ್ಧನ ಮತ್ತು ತ್ವಚೆಯ ಸೌಂದರ್ಯವರ್ಧಕ ಮುಂತಾದವುಗಳ ಉಪಯೋಗಗಳನ್ನು ಸಮರ್ಥವಾಗಿ ಬಳಸಿಕೊಳ್ಳುತ್ತಿವೆ ಎಂದರು. [43, 431, 273, 612]
person-figure [1077, 1808, 1136, 1889]
person-figure [1187, 1413, 1246, 1508]
color-registration-marks-right [1356, 2349, 1490, 2369]
banner-text-4: ಉದ್ಘಾಟನಾ ಕಾರ್ಯಕ್ರಮ [878, 379, 977, 394]
kanaka3-column-3 [517, 1696, 755, 1980]
paragraph: ಡೊಂಕುಗಳನ್ನು ತಿದ್ದುವಂತಹ ಮಹೋನ್ನತ ಕ್ರಾಂತಿಕಾರಿ ಕವಿ. ತಮ್ಮ ಕೀರ್ತನೆಗಳ ಮೂಲಕ ಸಾಮಾಜಿಕ ಅಸಮಾನತೆಗಳನ್ನು ಪ್ರಶ್ನಿಸಿದರು ಎಂದರು. [280, 1697, 503, 1745]
paragraph: ನಮ್ಮ ದೇಶದಲ್ಲಿ ಹೆಚ್ಚಾಗಿ ಬಡ ಕುಟುಂಬಗಳಿದ್ದಾರೆ, ಅವರು ಹಣಕಾಸಿನ ತೊಂದರೆಯಿಂದಿರುತ್ತಾರೆ. ಶ್ರೀಮಂತರ ಕೋರ್ಟುಗಳಲ್ಲಿ ಹಣ ನೀಡಿ ವಕೀಲರನ್ನು ನೇಮಿಸಿಕೊಳ್ಳಲು ಸಾಧ್ಯವಾಗುವುದಿಲ್ಲ. ಅಂತಹವರಿಗೆ ಕಾನೂನು ಸೇವಾ ಪ್ರಾಧಿಕಾರ ಉಚಿತ ವಕೀಲರನ್ನು ನೀಡುತ್ತದೆ. [775, 2088, 998, 2169]
paragraph: ಸುಮಾರು 316 ಕೀರ್ತನೆಗಳು ಹಾಗೂ ಅನೇಕ ಸಾಹಿತ್ಯ ಕೃತಿಗಳನ್ನು ಲೋಕಕ್ಕೆ ಅರ್ಪಿಸಿದ್ದಾರೆ ಎಂದರು. [280, 1820, 503, 1851]
masthead-rule [43, 135, 1490, 137]
sandalwood-column-6 [1244, 222, 1490, 793]
person-figure [563, 2057, 644, 2269]
kanaka2-column-2 [1012, 1064, 1242, 1242]
person-figure [1324, 935, 1376, 1058]
page-number: 4 [43, 89, 59, 123]
paragraph: ಕಾರ್ಯಕ್ರಮದಲ್ಲಿ ಕನ್ನಡ ಪ್ರಾಧಿಕಾರದ ಸದಸ್ಯ ಲಕ್ಷ್ಮೀಕಾಂತ್, ನಾರಾಯಣಪ್ಪ, ಈರಣ್ಣ, ರಂಗರಾಜು, ಪವನ್‌ಕುಮಾರಸ್ವಾಮಿ, ಉಮಾಶಂಕರ್, ಚಿಕ್ಕಮಾರಯ್ಯ, ರಂಗರಾಜು, ನಂಜುಂಡಯ್ಯ, ರಂಗನಾಥ್, ಶಂಕರ್, ಮಲ್ಲಿಕಾರ್ಜುನ, ಶಿವಕುಮಾರ್ ಸೇರಿದಂತೆ ತಾಲ್ಲೂಕು ಮಟ್ಟದ ಇಲಾಖಾಧಿಕಾರಿಗಳು ಕಂದಾಯ ಇಲಾಖೆಯ ವೆಂಕಟೇಶ್, ಡಾ.ವಿಜಯಕುಮಾರ್, ಬಿ.ಎಂ. ಅನಂತರಾಮು, ಯಮುನಾ, ಅಶೋಕ್, ಬಸವರಾಜು ಮತ್ತಿತರರು ಭಾಗವಹಿಸಿದ್ದರು. [517, 1330, 755, 1444]
person-figure [946, 478, 1028, 793]
paragraph: ಕನಕದಾಸರು ದಾಸ ಸಾಹಿತ್ಯವನ್ನು ಸರಳ ಭಾಷೆಯಲ್ಲಿ ರಚಿಸಿ ಜನಸಾಮಾನ್ಯರಿಗೆ ಅರ್ಥವಾಗುವಂತೆ ಮಾಡಿದ ಅವರ ಸಾಹಿತ್ಯ ಮತ್ತು ಸಾಮಾಜಿಕ ಚಿಂತನೆಗಳು ಇಂದಿಗೂ ಜನರಿಗೆ ಸ್ಫೂರ್ತಿದಾಯಕ ಎಂದರು. [43, 1363, 265, 1427]
logo-right-text: ವಾಣಿ [794, 84, 860, 126]
edition-line [71, 87, 486, 107]
person-figure [496, 942, 577, 1198]
paragraph: ನಗರದ ರವೀಂದ್ರ ಕಲಾನಿಕೇತನದಲ್ಲಿ ಎಐಡಿಎಸ್‌ಒ ವತಿಯಿಂದ ಏರ್ಪಡಿಸಿದ್ದ ಜಿಲ್ಲಾ ಮಟ್ಟದ ವ್ಯಕ್ತಿತ್ವ ವಿಕಸನ ಶಿಬಿರದಲ್ಲಿ ಭಾಗವಹಿಸಿ ಅವರು ಮಾತನಾಡಿದರು. [956, 1515, 1113, 1579]
